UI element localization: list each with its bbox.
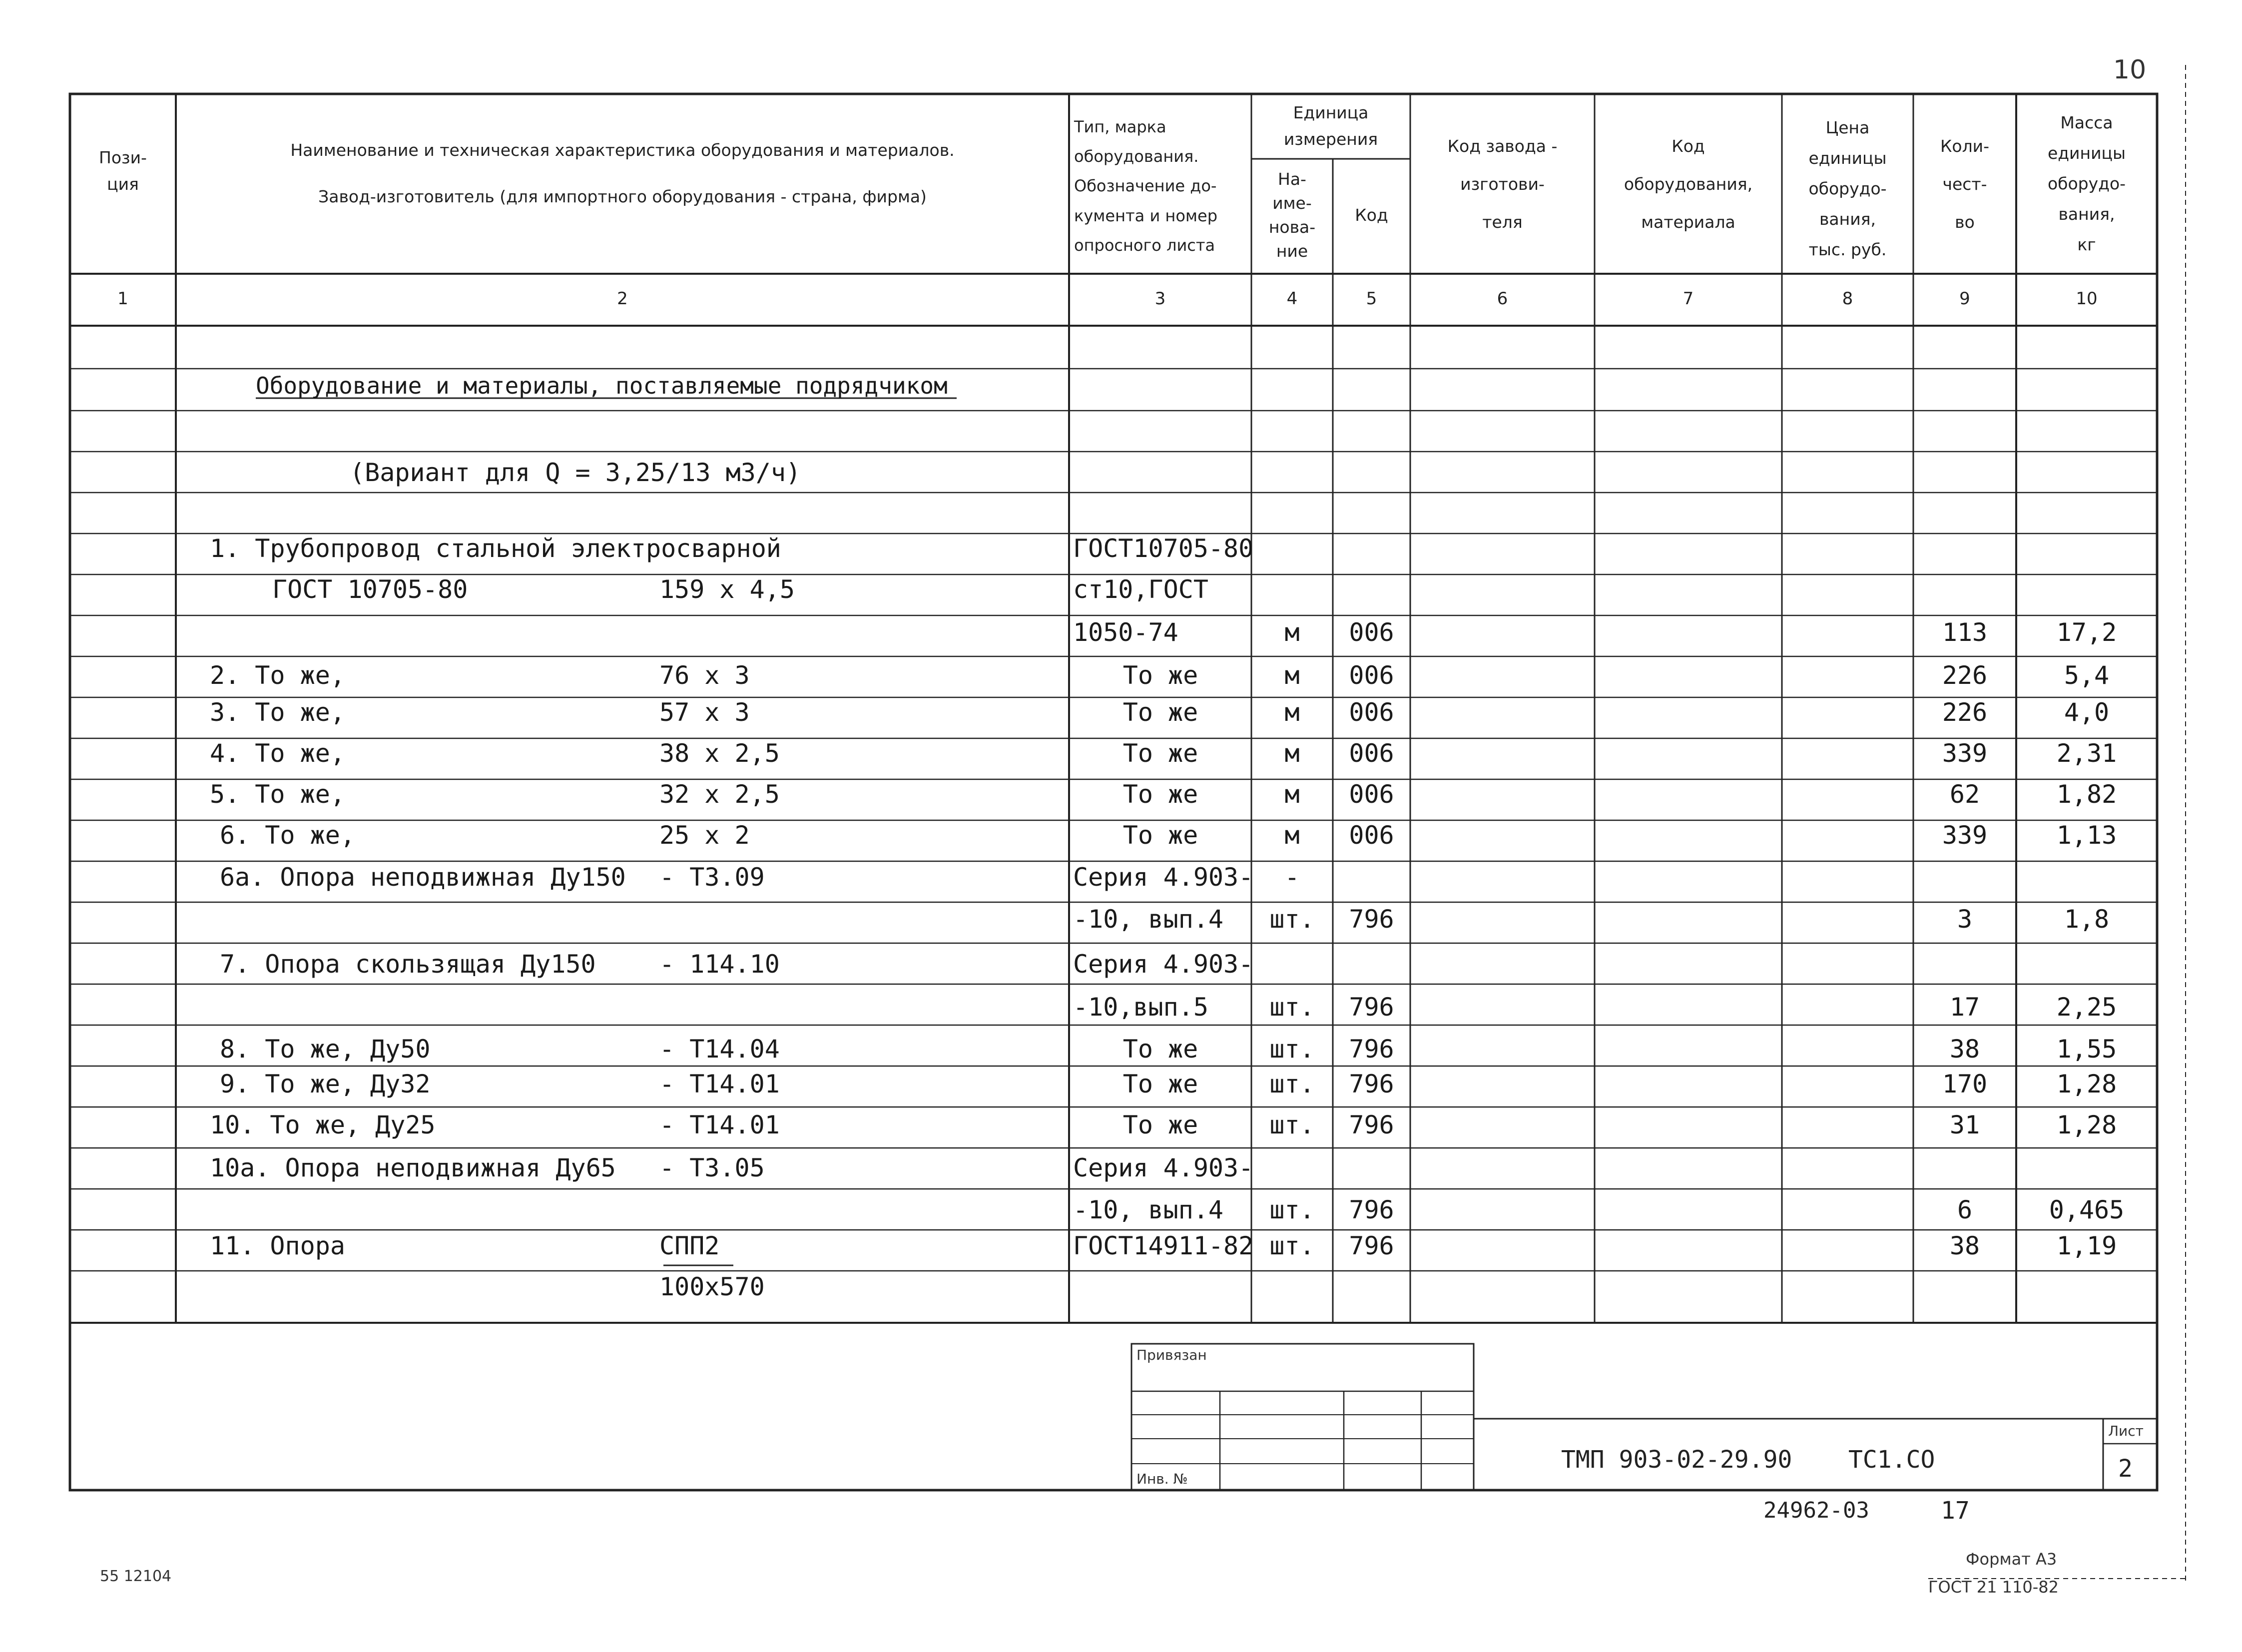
cell-unit: м	[1284, 739, 1300, 768]
cell-doc: 1050-74	[1073, 618, 1178, 647]
cell-doc: То же	[1122, 821, 1198, 850]
cell-spec: 25 x 2	[659, 821, 750, 850]
cell-name: 4. То же,	[210, 739, 345, 768]
cell-spec: - Т14.01	[659, 1110, 780, 1139]
cell-code: 796	[1349, 905, 1394, 934]
cell-spec: - Т14.01	[659, 1070, 780, 1099]
cell-qty: 226	[1942, 698, 1988, 727]
cell-unit: шт.	[1269, 1110, 1315, 1139]
cell-name: 6. То же,	[220, 821, 355, 850]
header-name-line1: Наименование и техническая характеристика оборудования и материалов.	[290, 140, 955, 160]
cell-code: 006	[1349, 618, 1394, 647]
cell-name: 11. Опора	[210, 1231, 345, 1260]
cell-unit: шт.	[1269, 1035, 1315, 1064]
cell-code: 796	[1349, 1035, 1394, 1064]
footer-gost: ГОСТ 21 110-82	[1928, 1578, 2059, 1597]
cell-name: 10. То же, Ду25	[210, 1110, 436, 1139]
cell-doc: Серия 4.903-	[1073, 950, 1254, 979]
cell-doc: То же	[1122, 739, 1198, 768]
cell-mass: 1,82	[2056, 780, 2117, 809]
cell-mass: 1,13	[2056, 821, 2117, 850]
stamp-doc-code: ТМП 903-02-29.90	[1561, 1446, 1792, 1474]
cell-qty: 3	[1957, 905, 1973, 934]
header-unit-code: Код	[1355, 205, 1388, 225]
cell-doc: То же	[1122, 1035, 1198, 1064]
cell-unit: шт.	[1269, 1231, 1315, 1260]
cell-qty: 170	[1942, 1070, 1988, 1099]
cell-qty: 226	[1942, 661, 1988, 690]
cell-qty: 339	[1942, 821, 1988, 850]
stamp-inv-no: Инв. №	[1136, 1471, 1188, 1487]
footer-order-no: 24962-03	[1763, 1498, 1869, 1523]
cell-spec: - Т14.04	[659, 1035, 780, 1064]
cell-qty: 38	[1949, 1231, 1980, 1260]
cell-mass: 1,8	[2064, 905, 2110, 934]
cell-doc: Серия 4.903-	[1073, 863, 1254, 892]
cell-mass: 17,2	[2056, 618, 2117, 647]
column-number: 5	[1366, 289, 1377, 309]
corner-page-mark: 10	[2113, 55, 2147, 85]
header-unit-name: На- име- нова- ние	[1268, 169, 1316, 261]
cell-name: 1. Трубопровод стальной электросварной	[210, 534, 781, 563]
cell-qty: 62	[1949, 780, 1980, 809]
cell-unit: м	[1284, 821, 1300, 850]
cell-spec: 76 x 3	[659, 661, 750, 690]
cell-code: 006	[1349, 739, 1394, 768]
section-title: Оборудование и материалы, поставляемые подрядчиком	[256, 372, 948, 399]
stamp-privyazan: Привязан	[1136, 1347, 1207, 1363]
header-equipment-code: Код оборудования, материала	[1624, 136, 1753, 232]
stamp-doc-suffix: ТС1.СО	[1848, 1446, 1935, 1474]
cell-code: 796	[1349, 1110, 1394, 1139]
cell-spec: - 114.10	[659, 950, 780, 979]
column-number: 3	[1154, 289, 1166, 309]
cell-unit: м	[1284, 618, 1300, 647]
cell-unit: шт.	[1269, 1195, 1315, 1224]
cell-spec: 57 x 3	[659, 698, 750, 727]
cell-code: 006	[1349, 821, 1394, 850]
cell-spec: 38 x 2,5	[659, 739, 780, 768]
cell-mass: 0,465	[2049, 1195, 2125, 1224]
cell-code: 796	[1349, 1231, 1394, 1260]
cell-doc: Серия 4.903-	[1073, 1153, 1254, 1182]
cell-name: 6а. Опора неподвижная Ду150	[220, 863, 626, 892]
stamp-sheet-no: 2	[2118, 1455, 2133, 1483]
column-number: 8	[1842, 289, 1853, 309]
cell-mass: 1,28	[2056, 1070, 2117, 1099]
cell-mass: 1,28	[2056, 1110, 2117, 1139]
column-number: 4	[1286, 289, 1298, 309]
column-number: 2	[617, 289, 628, 309]
cell-spec: 32 x 2,5	[659, 780, 780, 809]
header-type: Тип, марка оборудования. Обозначение до- кумента и номер опросного листа	[1074, 117, 1218, 255]
cell-code: 006	[1349, 780, 1394, 809]
cell-code: 796	[1349, 993, 1394, 1022]
cell-name: 8. То же, Ду50	[220, 1035, 431, 1064]
cell-code: 796	[1349, 1195, 1394, 1224]
cell-spec: - Т3.05	[659, 1153, 765, 1182]
header-position: Пози- ция	[99, 148, 147, 194]
cell-mass: 1,19	[2056, 1231, 2117, 1260]
cell-doc: -10, вып.4	[1073, 905, 1224, 934]
cell-qty: 17	[1949, 993, 1980, 1022]
cell-qty: 339	[1942, 739, 1988, 768]
cell-mass: 2,25	[2056, 993, 2117, 1022]
cell-spec: 100x570	[659, 1272, 765, 1301]
stamp-sheet-label: Лист	[2108, 1423, 2144, 1439]
cell-qty: 6	[1957, 1195, 1973, 1224]
column-number: 1	[117, 289, 128, 309]
cell-unit: -	[1284, 863, 1300, 892]
header-price: Цена единицы оборудо- вания, тыс. руб.	[1808, 118, 1887, 260]
cell-name: 3. То же,	[210, 698, 345, 727]
cell-spec: - Т3.09	[659, 863, 765, 892]
cell-qty: 31	[1949, 1110, 1980, 1139]
cell-qty: 38	[1949, 1035, 1980, 1064]
cell-unit: шт.	[1269, 993, 1315, 1022]
cell-doc: То же	[1122, 698, 1198, 727]
cell-doc: То же	[1122, 780, 1198, 809]
cell-name: 9. То же, Ду32	[220, 1070, 431, 1099]
cell-code: 006	[1349, 661, 1394, 690]
header-quantity: Коли- чест- во	[1940, 136, 1990, 232]
cell-code: 796	[1349, 1070, 1394, 1099]
cell-name: 7. Опора скользящая Ду150	[220, 950, 596, 979]
cell-unit: м	[1284, 661, 1300, 690]
column-number: 6	[1497, 289, 1508, 309]
cell-doc: -10, вып.4	[1073, 1195, 1224, 1224]
header-mass: Масса единицы оборудо- вания, кг	[2047, 113, 2126, 255]
column-number: 9	[1959, 289, 1970, 309]
footer-format: Формат А3	[1966, 1550, 2057, 1569]
header-factory-code: Код завода - изготови- теля	[1447, 136, 1558, 232]
cell-doc: ст10,ГОСТ	[1073, 575, 1208, 604]
cell-qty: 113	[1942, 618, 1988, 647]
cell-doc: То же	[1122, 1070, 1198, 1099]
column-number: 10	[2076, 289, 2098, 309]
cell-doc: То же	[1122, 1110, 1198, 1139]
cell-doc: -10,вып.5	[1073, 993, 1208, 1022]
cell-mass: 4,0	[2064, 698, 2110, 727]
cell-unit: шт.	[1269, 905, 1315, 934]
footer-left-mark: 55 12104	[100, 1568, 172, 1585]
cell-mass: 5,4	[2064, 661, 2110, 690]
cell-doc: ГОСТ14911-82	[1073, 1231, 1254, 1260]
cell-name: ГОСТ 10705-80	[272, 575, 468, 604]
cell-name: 5. То же,	[210, 780, 345, 809]
variant-label: (Вариант для Q = 3,25/13 м3/ч)	[350, 458, 801, 487]
cell-doc: То же	[1122, 661, 1198, 690]
cell-code: 006	[1349, 698, 1394, 727]
cell-mass: 2,31	[2056, 739, 2117, 768]
cell-unit: м	[1284, 780, 1300, 809]
footer-page-no: 17	[1941, 1497, 1970, 1525]
cell-unit: м	[1284, 698, 1300, 727]
cell-name: 2. То же,	[210, 661, 345, 690]
cell-unit: шт.	[1269, 1070, 1315, 1099]
cell-name: 10а. Опора неподвижная Ду65	[210, 1153, 616, 1182]
header-name-line2: Завод-изготовитель (для импортного оборудования - страна, фирма)	[318, 187, 927, 206]
cell-doc: ГОСТ10705-80	[1073, 534, 1254, 563]
header-unit-group: Единица измерения	[1283, 103, 1378, 149]
cell-spec: СПП2	[659, 1231, 720, 1260]
cell-mass: 1,55	[2056, 1035, 2117, 1064]
cell-spec: 159 x 4,5	[659, 575, 795, 604]
column-number: 7	[1682, 289, 1694, 309]
